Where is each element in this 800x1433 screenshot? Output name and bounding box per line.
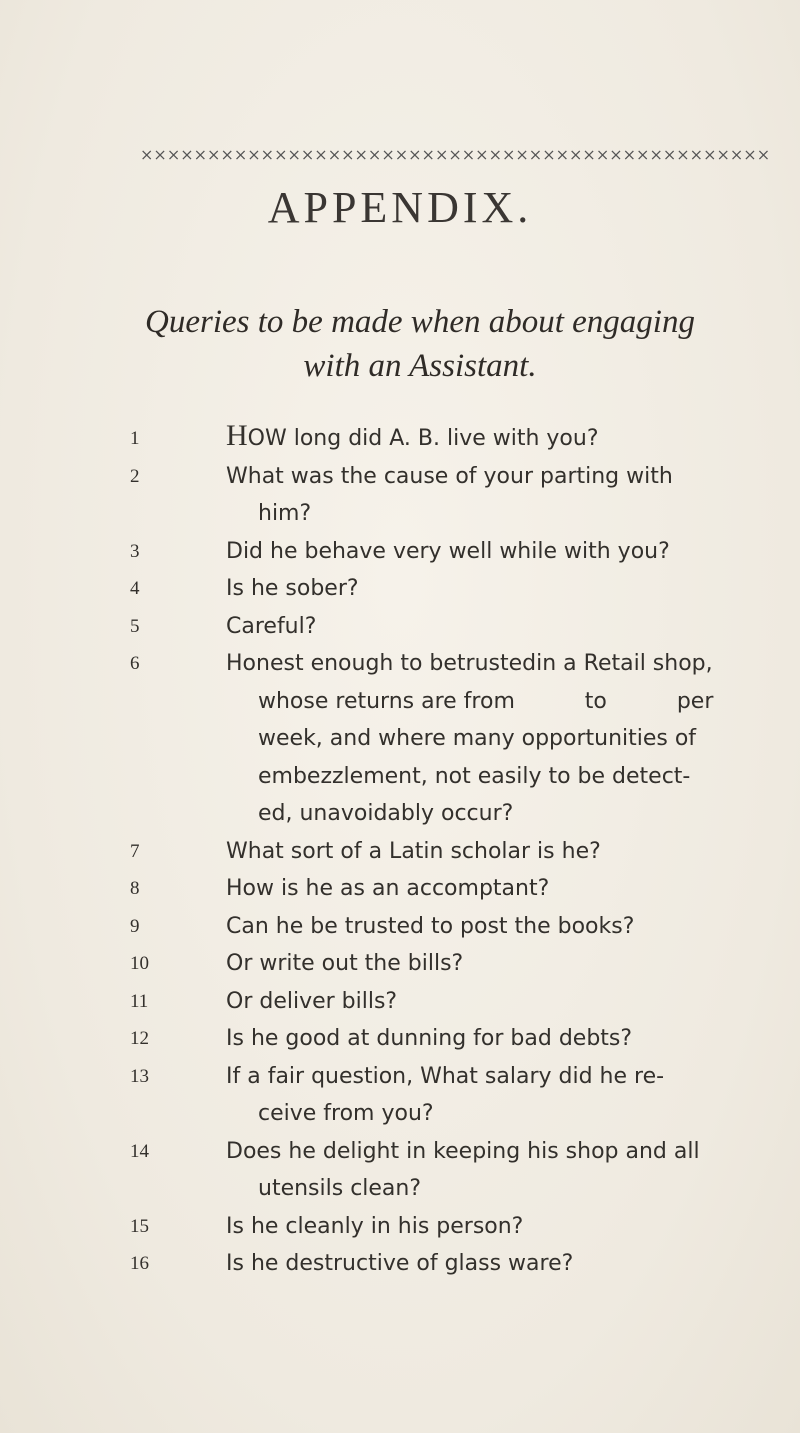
query-number: 11 <box>130 990 149 1012</box>
query-item <box>0 608 720 646</box>
query-item <box>0 1245 720 1283</box>
section-heading-line-1: Queries to be made when about engaging <box>145 304 695 340</box>
query-item <box>0 458 720 533</box>
query-number: 8 <box>130 878 140 899</box>
query-item <box>0 983 720 1021</box>
query-number: 12 <box>130 1028 149 1049</box>
query-item <box>0 420 720 458</box>
query-item <box>0 1208 720 1246</box>
query-text: Or write out the bills? <box>226 951 464 976</box>
query-item <box>0 908 720 946</box>
query-number: 15 <box>130 1215 149 1237</box>
query-list <box>0 420 800 1283</box>
query-text: Is he good at dunning for bad debts? <box>226 1026 633 1051</box>
query-number: 4 <box>130 578 140 599</box>
query-text: Is he destructive of glass ware? <box>226 1251 574 1276</box>
query-text: OW long did A. B. live with you? <box>247 426 599 451</box>
query-text: Honest enough to betrustedin a Retail shop, whose returns are from to per week, and where many opportunities of embezzlement, not easily to be detect-ed, unavoidably occur? <box>226 651 721 826</box>
query-text: How is he as an accomptant? <box>226 876 550 901</box>
section-heading <box>110 300 730 388</box>
query-text: Did he behave very well while with you? <box>226 538 670 564</box>
query-text: Does he delight in keeping his shop and all utensils clean? <box>226 1138 700 1201</box>
query-item <box>0 1020 720 1058</box>
query-number: 1 <box>130 428 140 449</box>
query-item <box>0 570 720 608</box>
query-item <box>0 945 720 983</box>
query-text: Is he cleanly in his person? <box>226 1213 524 1239</box>
drop-cap: H <box>226 419 248 452</box>
query-number: 2 <box>130 465 140 487</box>
query-text: What was the cause of your parting with him? <box>226 463 673 526</box>
query-item <box>0 533 720 571</box>
query-item <box>0 833 720 871</box>
query-text: Can he be trusted to post the books? <box>226 913 635 939</box>
page-title: APPENDIX. <box>267 183 533 232</box>
query-number: 3 <box>130 540 140 562</box>
query-text: If a fair question, What salary did he re-ceive from you? <box>226 1063 665 1126</box>
query-number: 7 <box>130 840 140 862</box>
query-number: 9 <box>130 915 140 937</box>
query-text: Is he sober? <box>226 576 359 601</box>
query-item <box>0 645 720 833</box>
query-number: 6 <box>130 653 140 674</box>
decorative-border: ××××××××××××××××××××××××××××××××××××××××××××××× <box>140 145 771 164</box>
query-number: 10 <box>130 953 149 974</box>
query-number: 14 <box>130 1140 149 1162</box>
query-number: 5 <box>130 615 140 637</box>
query-item <box>0 870 720 908</box>
query-text: What sort of a Latin scholar is he? <box>226 838 601 864</box>
query-text: Or deliver bills? <box>226 988 398 1014</box>
query-number: 16 <box>130 1253 149 1274</box>
section-heading-line-2: with an Assistant. <box>303 348 537 384</box>
query-number: 13 <box>130 1065 149 1087</box>
query-item <box>0 1133 720 1208</box>
query-text: Careful? <box>226 613 317 639</box>
query-item <box>0 1058 720 1133</box>
